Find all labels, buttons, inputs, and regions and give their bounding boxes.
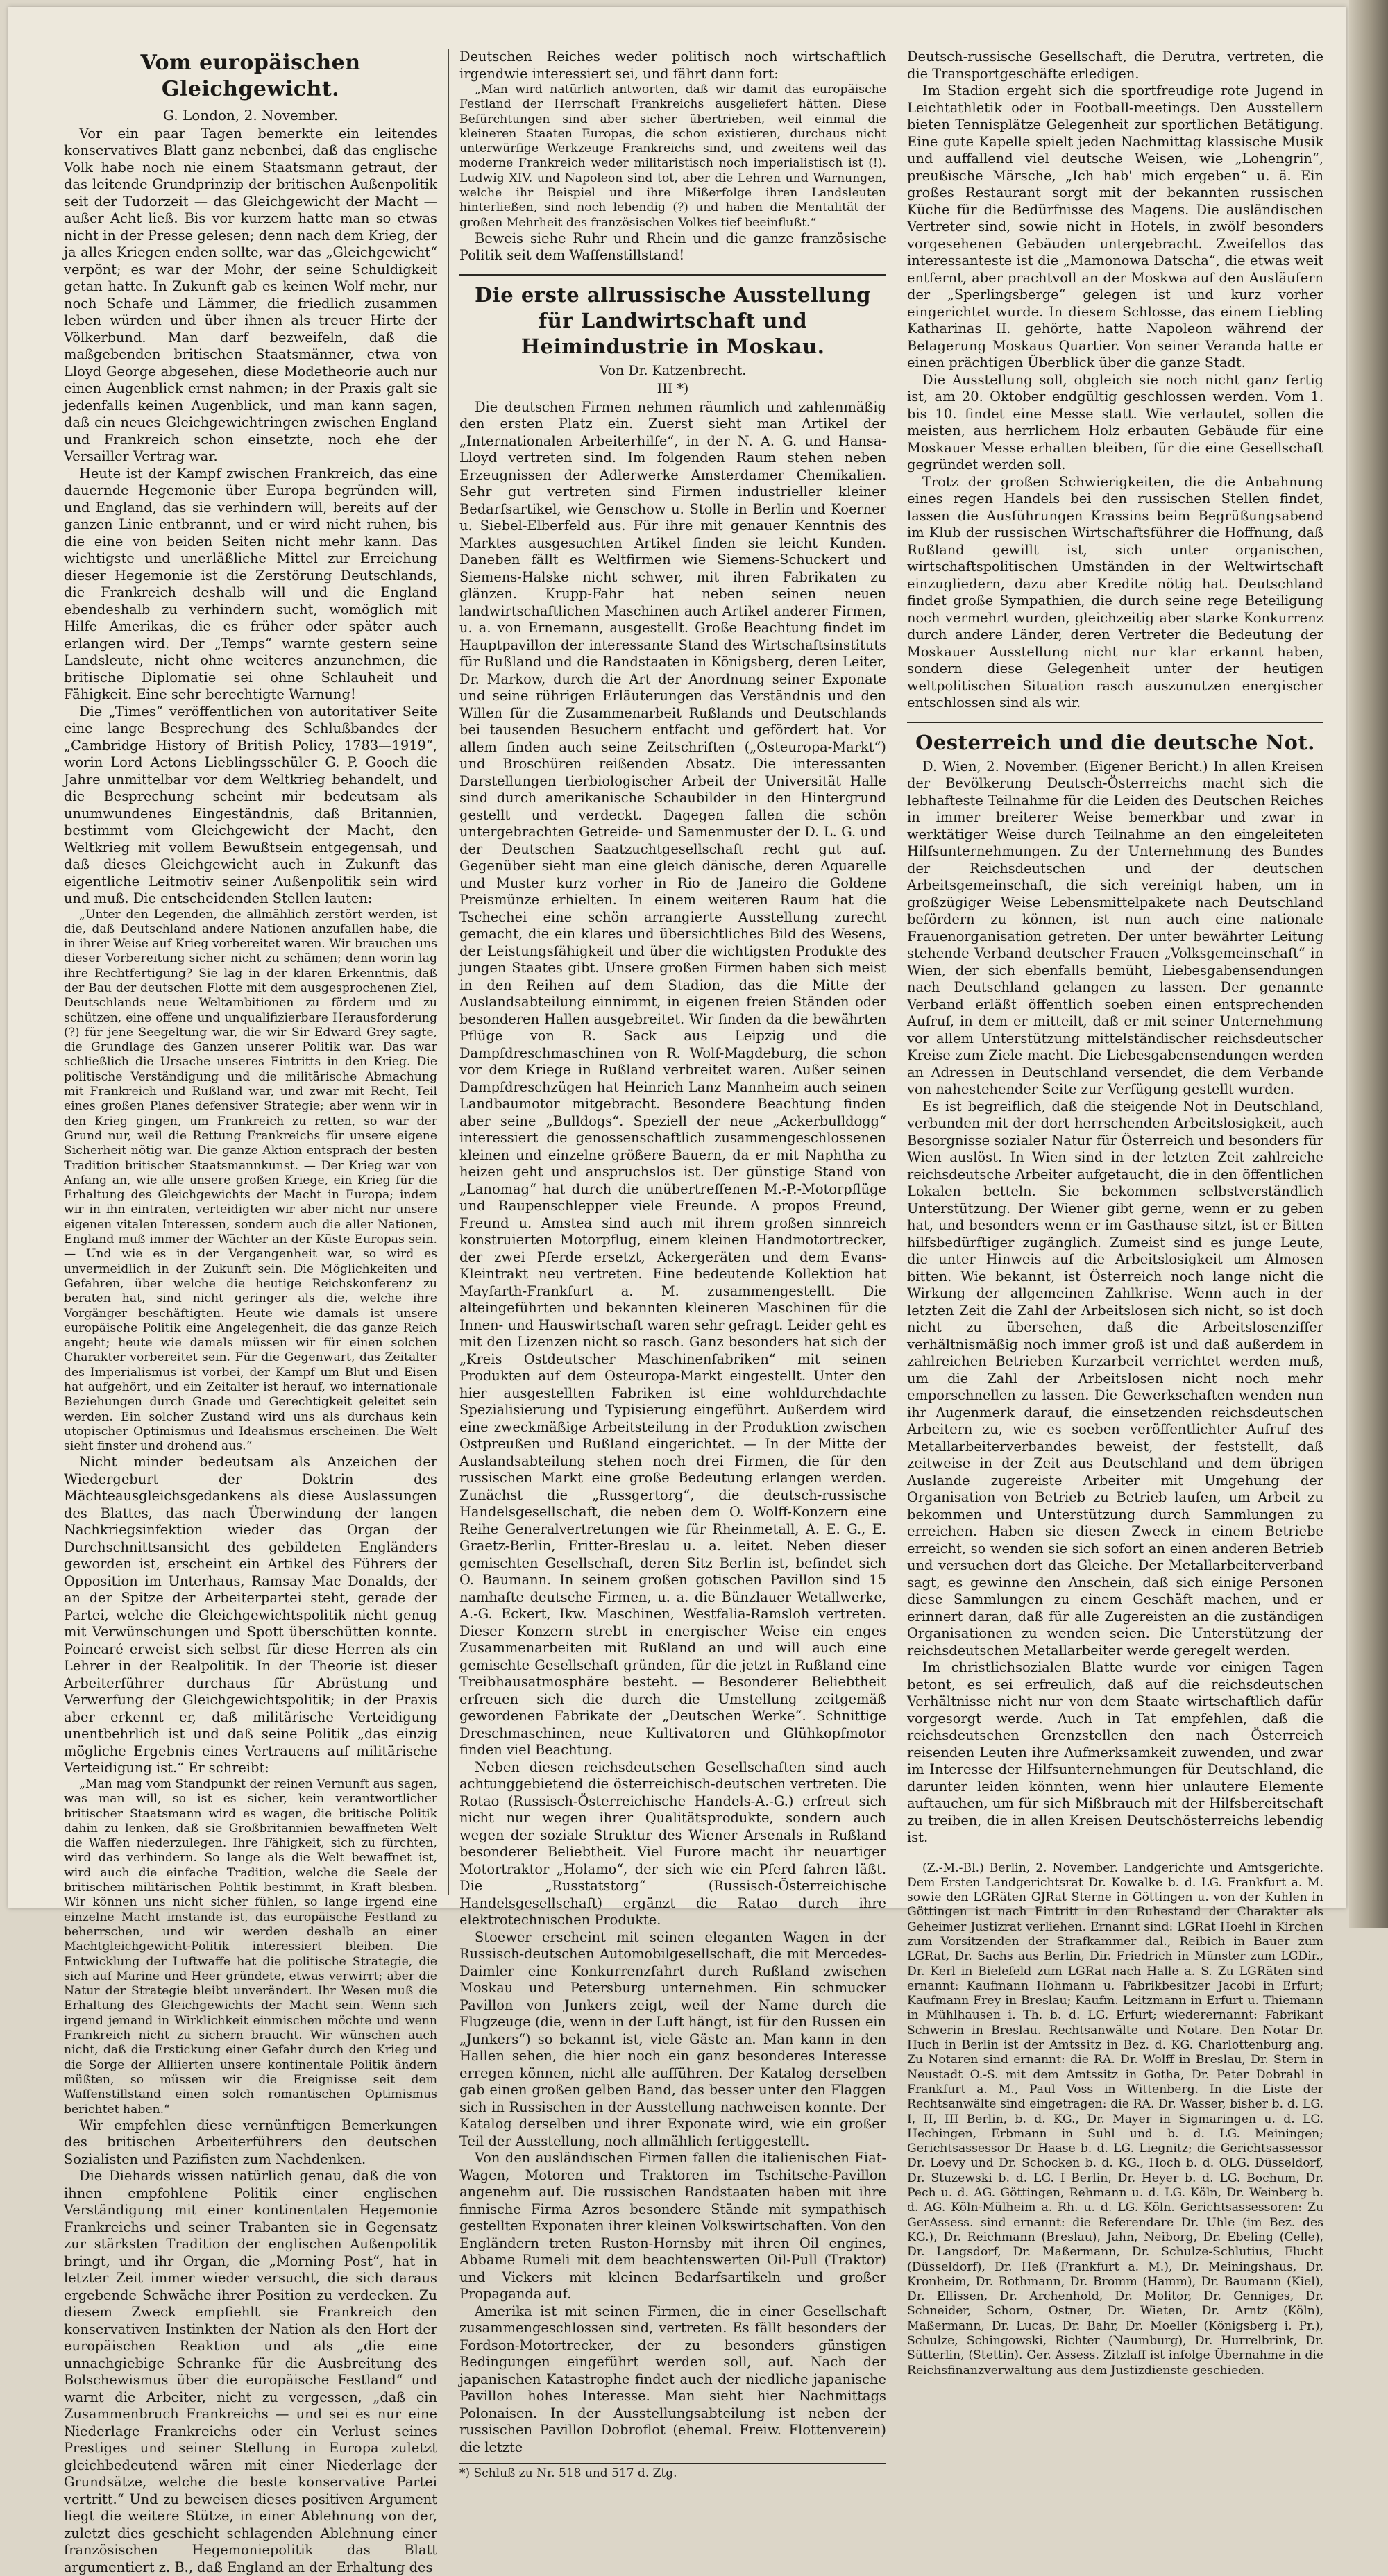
article-paragraph: Von den ausländischen Firmen fallen die italienischen Fiat-Wagen, Motoren und Traktoren im Tschitsche-Pavillon angenehm auf. Die russischen Randstaaten haben mit ihre finnische Firma Azros besondere Stände mit sympathisch gestellten Exponaten ihrer kleinen Volkswirtschaften. Von den Engländern treten Ruston-Hornsby mit ihren Oil engines, Abbame Rumeli mit dem beachtenswerten Oil-Pull (Traktor) und Vickers mit kleinen Bedarfsartikeln und großer Propaganda auf.	[459, 2150, 886, 2303]
article-paragraph: Die deutschen Firmen nehmen räumlich und zahlenmäßig den ersten Platz ein. Zuerst sieht man Artikel der „Internationalen Arbeiterhilfe“, in der N. A. G. und Hansa-Lloyd vertreten sind. Im folgenden Raum stehen neben Erzeugnissen der Adlerwerke Amsterdamer Chemikalien. Sehr gut vertreten sind Firmen industrieller kleiner Bedarfsartikel, wie Genschow u. Stolle in Berlin und Koerner u. Siebel-Elberfeld aus. Für ihre mit genauer Kenntnis des Marktes ausgesuchten Artikel finden sie leicht Kunden. Daneben fällt es Weltfirmen wie Siemens-Schuckert und Siemens-Halske nicht schwer, mit ihren Fabrikaten zu glänzen. Krupp-Fahr hat neben seinen neuen landwirtschaftlichen Maschinen auch Artikel anderer Firmen, u. a. von Ernemann, ausgestellt. Große Beachtung findet im Hauptpavillon der interessante Stand des Wirtschaftsinstituts für Rußland und die Randstaaten in Königsberg, deren Leiter, Dr. Markow, durch die Art der Anordnung seiner Exponate und seine rührigen Erläuterungen das Verständnis und den Willen für die Zusammenarbeit Rußlands und Deutschlands bei tausenden Besuchern entfacht und gefördert hat. Vor allem finden auch seine Zeitschriften („Osteuropa-Markt“) und Broschüren reißenden Absatz. Die interessanten Darstellungen tierbiologischer Arbeit der Universität Halle sind durch amerikanische Schaubilder in den Hintergrund gestellt und verdeckt. Dagegen fallen die schön untergebrachten Getreide- und Samenmuster der D. L. G. und der Deutschen Saatzuchtgesellschaft recht gut auf. Gegenüber sieht man eine gleich dänische, deren Aquarelle und Muster kurz vorher in Rio de Janeiro die Goldene Preismünze erhielten. In einem weiteren Raum hat die Tschechei eine schön arrangierte Ausstellung zurecht gemacht, die ein klares und übersichtliches Bild des Wesens, der Leistungsfähigkeit und über die wichtigsten Produkte des jungen Staates gibt. Unsere großen Firmen haben sich meist in den Reihen auf dem Stadion, das die Mitte der Auslandsabteilung einnimmt, in eigenen freien Ständen oder besonderen Hallen ausgebreitet. Wir finden da die bewährten Pflüge von R. Sack aus Leipzig und die Dampfdreschmaschinen von R. Wolf-Magdeburg, die schon vor dem Kriege in Rußland verbreitet waren. Außer seinen Dampfdreschzügen hat Heinrich Lanz Mannheim auch seinen Landbaumotor mitgebracht. Besondere Beachtung finden aber seine „Bulldogs“. Speziell der neue „Ackerbulldogg“ interessiert die genossenschaftlich zusammengeschlossenen kleinen und einzelne größere Bauern, da er mit Naphtha zu heizen geht und anspruchslos ist. Der günstige Stand von „Lanomag“ hat durch die unübertreffenen M.-P.-Motorpflüge und Raupenschlepper viele Freunde. A propos Freund, Freund u. Amstea sind auch mit ihrem großen sinnreich konstruierten Motorpflug, einem kleinen Handmotortrecker, der zwei Pferde ersetzt, Ackergeräten und dem Evans-Kleintrakt neu vertreten. Eine bedeutende Kollektion hat Mayfarth-Frankfurt a. M. zusammengestellt. Die alteingeführten und bekannten kleineren Maschinen für die Innen- und Hauswirtschaft waren sehr gefragt. Leider geht es mit den Lizenzen nicht so rasch. Ganz besonders hat sich der „Kreis Ostdeutscher Maschinenfabriken“ mit seinen Produkten auf dem Osteuropa-Markt eingestellt. Unter den hier ausgestellten Fabriken ist eine wohldurchdachte Spezialisierung und Typisierung eingeführt. Außerdem wird eine zweckmäßige Arbeitsteilung in der Produktion zwischen Ostpreußen und Rußland eingerichtet. — In der Mitte der Auslandsabteilung stehen noch drei Firmen, die für den russischen Markt eine große Bedeutung erlangen werden. Zunächst die „Russgertorg“, die deutsch-russische Handelsgesellschaft, die neben dem O. Wolff-Konzern eine Reihe Generalvertretungen wie für Rheinmetall, A. E. G., E. Graetz-Berlin, Fritter-Breslau u. a. leitet. Neben dieser gemischten Gesellschaft, deren Sitz Berlin ist, befindet sich O. Baumann. In seinem großen gotischen Pavillon sind 15 namhafte deutsche Firmen, u. a. die Bünzlauer Wetallwerke, A.-G. Eckert, Ikw. Maschinen, Westfalia-Ramsloh vertreten. Dieser Konzern strebt in energischer Weise ein enges Zusammenarbeiten mit Rußland an und will auch eine gemischte Gesellschaft gründen, für die jetzt in Rußland eine Treibhausatmosphäre besteht. — Besonderer Beliebtheit erfreuen sich die durch die Umstellung zeitgemäß gewordenen Fabrikate der „Deutschen Werke“. Schnittige Dreschmaschinen, neue Kultivatoren und Glühkopfmotor finden viel Beachtung.	[459, 398, 886, 1759]
article-paragraph: Wir empfehlen diese vernünftigen Bemerkungen des britischen Arbeiterführers den deutschen Sozialisten und Pazifisten zum Nachdenken.	[64, 2117, 437, 2167]
part-number: III *)	[657, 381, 689, 397]
article-paragraph: Die „Times“ veröffentlichen von autoritativer Seite eine lange Besprechung des Schlußbandes der „Cambridge History of British Policy, 1783—1919“, worin Lord Actons Lieblingsschüler G. P. Gooch die Jahre unmittelbar vor dem Weltkrieg behandelt, und die Besprechung scheint mir bedeutsam als unumwundenes Eingeständnis, daß Britannien, bestimmt vom Gleichgewicht der Macht, den Weltkrieg mit vollem Bewußtsein entgegensah, und daß dieses Gleichgewicht auch in Zukunft das eigentliche Leitmotiv seiner Außenpolitik sein wird und muß. Die entscheidenden Stellen lauten:	[64, 703, 437, 906]
article-paragraph: Es ist begreiflich, daß die steigende Not in Deutschland, verbunden mit der dort herrschenden Arbeitslosigkeit, auch Besorgnisse sozialer Natur für Österreich und besonders für Wien auslöst. In Wien sind in der letzten Zeit zahlreiche reichsdeutsche Arbeiter aufgetaucht, die in den öffentlichen Lokalen betteln. Sie bekommen selbstverständlich Unterstützung. Der Wiener gibt gerne, wenn er zu geben hat, und besonders wenn er im Gasthause sitzt, ist er Bitten hilfsbedürftiger zugänglich. Zumeist sind es junge Leute, die unter Hinweis auf die Arbeitslosigkeit um Almosen bitten. Wie bekannt, ist Österreich noch lange nicht die Wirkung der allgemeinen Zahlkrise. Wenn auch in der letzten Zeit die Zahl der Arbeitslosen sich nicht, so ist doch nicht zu übersehen, daß die Arbeitslosenziffer verhältnismäßig noch immer groß ist und daß außerdem in zahlreichen Betrieben Kurzarbeit verrichtet werden muß, um die Zahl der Arbeitslosen nicht noch mehr emporschnellen zu lassen. Die Gewerkschaften wenden nun ihr Augenmerk darauf, die einsetzenden reichsdeutschen Arbeitern zu, wie es soeben veröffentlichter Aufruf des Metallarbeiterverbandes beweist, der feststellt, daß zeitweise in der Zeit aus Deutschland und dem übrigen Auslande zugereiste Arbeiter mit Umgehung der Organisation von Betrieb zu Betrieb laufen, um Arbeit zu bekommen und Unterstützung durch Sammlungen zu erreichen. Haben sie diesen Zweck in einem Betriebe erreicht, so wenden sie sich sofort an einen anderen Betrieb und versuchen dort das Gleiche. Der Metallarbeiterverband sagt, es gewinne den Anschein, daß sich einige Personen diese Sammlungen zu einem Geschäft machen, und er erinnert daran, daß für alle Zugereisten an die zuständigen Organisationen zu wenden seien. Die Unterstützung der reichsdeutschen Metallarbeiter werde geregelt werden.	[907, 1098, 1323, 1659]
footnote: *) Schluß zu Nr. 518 und 517 d. Ztg.	[459, 2463, 886, 2481]
article-paragraph: Die Ausstellung soll, obgleich sie noch nicht ganz fertig ist, am 20. Oktober endgültig geschlossen werden. Vom 1. bis 10. findet eine Messe statt. Wie verlautet, sollen die meisten, aus herrlichem Holz erbauten Gebäude für eine Moskauer Messe erhalten bleiben, für die eine Gesellschaft gegründet werden soll.	[907, 371, 1323, 473]
article-paragraph: Heute ist der Kampf zwischen Frankreich, das eine dauernde Hegemonie über Europa begründen will, und England, das sie verhindern will, bereits auf der ganzen Linie entbrannt, und er wird nicht ruhen, bis die eine von beiden Seiten nicht mehr kann. Das wichtigste und unerläßliche Mittel zur Erreichung dieser Hegemonie ist die Zerstörung Deutschlands, die Frankreich deshalb will und die England ebendeshalb zu verhindern sucht, womöglich mit Hilfe Amerikas, die es früher oder später auch erlangen wird. Der „Temps“ warnte gestern seine Landsleute, nicht ohne weiteres anzunehmen, die britische Diplomatie sei ohne Schlauheit und Fähigkeit. Eine sehr berechtigte Warnung!	[64, 465, 437, 702]
article-paragraph: Stoewer erscheint mit seinen eleganten Wagen in der Russisch-deutschen Automobilgesellschaft, die mit Mercedes-Daimler eine Konkurrenzfahrt durch Rußland zwischen Moskau und Petersburg unternehmen. Ein schmucker Pavillon von Junkers zeigt, weil der Name durch die Flugzeuge (die, wenn in der Luft hängt, ist für den Russen ein „Junkers“) so bekannt ist, viele Gäste an. Man kann in den Hallen sehen, die hier noch ein ganz besonderes Interesse erregen können, nicht alle aufführen. Der Katalog derselben gab einen großen gelben Band, das besser unter den Flaggen sich in Russischen in der Ausstellung nachweisen konnte. Der Katalog derselben und ihrer Exponate wird, wie ein großer Teil der Ausstellung, noch allmählich fertiggestellt.	[459, 1929, 886, 2149]
article-paragraph: Deutschen Reiches weder politisch noch wirtschaftlich irgendwie interessiert sei, und fährt dann fort:	[459, 49, 886, 82]
page-edge-shadow	[1349, 0, 1388, 1928]
dateline-london: G. London, 2. November.	[162, 107, 339, 124]
article-paragraph: Im christlichsozialen Blatte wurde vor einigen Tagen betont, es sei erfreulich, daß auf die reichsdeutschen Verhältnisse nicht nur von dem Staate wirtschaftlich dafür vorgesorgt werde. Auch in Tat empfehlen, daß die reichsdeutschen Grenzstellen den nach Österreich reisenden Leuten ihre Aufmerksamkeit zuwenden, und zwar im Interesse der Hilfsunternehmungen für Deutschland, die darunter leiden könnten, wenn hier unlautere Elemente auftauchen, um für sich Mißbrauch mit der Hilfsbereitschaft zu treiben, die in allen Kreisen Deutschösterreichs lebendig ist.	[907, 1659, 1323, 1845]
column-1	[64, 49, 437, 2575]
article-paragraph: Deutsch-russische Gesellschaft, die Derutra, vertreten, die die Transportgeschäfte erledigen.	[907, 49, 1323, 82]
article-paragraph: Nicht minder bedeutsam als Anzeichen der Wiedergeburt der Doktrin des Mächteausgleichsgedankens als diese Auslassungen des Blattes, das nach Überwindung der langen Nachkriegsinfektion wieder das Organ der Durchschnittsansicht des gebildeten Engländers geworden ist, erscheint ein Artikel des Führers der Opposition im Unterhaus, Ramsay Mac Donalds, der an der Spitze der Arbeiterpartei steht, gerade der Partei, welche die Gleichgewichtspolitik nicht genug mit Verwünschungen und Spott überschütten konnte. Poincaré erweist sich selbst für diese Herren als ein Lehrer in der Realpolitik. In der Theorie ist dieser Arbeiterführer durchaus für Abrüstung und Verwerfung der Gleichgewichtspolitik; in der Praxis aber erkennt er, daß militärische Verteidigung unentbehrlich ist und daß seine Politik „das einzig mögliche Ergebnis eines Vertrauens auf militärische Verteidigung ist.“ Er schreibt:	[64, 1454, 437, 1777]
article-paragraph: Die Diehards wissen natürlich genau, daß die von ihnen empfohlene Politik einer englischen Verständigung mit einer kontinentalen Hegemonie Frankreichs und seiner Trabanten sie in Gegensatz zur stärksten Tradition der englischen Außenpolitik bringt, und ihr Organ, die „Morning Post“, hat in letzter Zeit immer wieder versucht, die sich daraus ergebende Schwäche ihrer Position zu verdecken. Zu diesem Zweck empfiehlt sie Frankreich den konservativen Instinkten der Nation als den Hort der europäischen Reaktion und als „die eine unnachgiebige Schranke für die Ausbreitung des Bolschewismus über die europäische Festland“ und warnt die Arbeiter, nicht zu vergessen, „daß ein Zusammenbruch Frankreichs — und sei es nur eine Niederlage Frankreichs oder ein Verlust seines Prestiges und seiner Stellung in Europa zuletzt gleichbedeutend wären mit einer Niederlage der Grundsätze, welche die beste konservative Partei vertritt.“ Und zu beweisen dieses positiven Argument liegt die weitere Stütze, in einer Ablehnung von der, zuletzt dies geschieht schlagenden Ablehnung einer französischen Hegemoniepolitik das Blatt argumentiert z. B., daß England an der Erhaltung des	[64, 2168, 437, 2575]
byline: Von Dr. Katzenbrecht.	[599, 362, 747, 378]
column-rule	[448, 49, 449, 1895]
article-paragraph: D. Wien, 2. November. (Eigener Bericht.) In allen Kreisen der Bevölkerung Deutsch-Österreichs macht sich die lebhafteste Teilnahme für die Leiden des Deutschen Reiches in immer breiterer Weise bemerkbar und zwar in werktätiger Weise durch Teilnahme an den eingeleiteten Hilfsunternehmungen. Zu der Unternehmung des Bundes der Reichsdeutschen und der deutschen Arbeitsgemeinschaft, die sich vereinigt haben, um in großzügiger Weise Lebensmittelpakete nach Deutschland befördern zu können, ist nun auch eine nationale Frauenorganisation getreten. Der unter bewährter Leitung stehende Verband deutscher Frauen „Volksgemeinschaft“ in Wien, der sich ebenfalls bemüht, Liebesgabensendungen nach Deutschland gelangen zu lassen. Der genannte Verband erläßt öffentlich soeben einen entsprechenden Aufruf, in dem er mitteilt, daß er mit seiner Unternehmung vor allem Unterstützung mittelständischer reichsdeutscher Kreise zum Ziele macht. Die Liebesgabensendungen werden an Adressen in Deutschland versendet, die dem Verbande von nahestehender Seite zur Verfügung gestellt wurden.	[907, 758, 1323, 1097]
column-3	[907, 49, 1323, 2378]
newspaper-page	[8, 7, 1346, 2575]
article-paragraph: Neben diesen reichsdeutschen Gesellschaften sind auch achtunggebietend die österreichisch-deutschen vertreten. Die Rotao (Russisch-Österreichische Handels-A.-G.) erfreut sich nicht nur wegen ihrer Qualitätsprodukte, sondern auch wegen der soziale Struktur des Wiener Arsenals in Rußland besonderer Beliebtheit. Viel Furore macht ihr neuartiger Motortraktor „Holamo“, der sich wie ein Pferd fahren läßt. Die „Russtatstorg“ (Russisch-Österreichische Handelsgesellschaft) ergänzt die Ratao durch ihre elektrotechnischen Produkte.	[459, 1759, 886, 1929]
quoted-paragraph: „Man wird natürlich antworten, daß wir damit das europäische Festland der Herrschaft Frankreichs ausgeliefert hätten. Diese Befürchtungen sind aber sicher übertrieben, weil einmal die kleineren Staaten Europas, die schon existieren, durchaus nicht unterwürfige Werkzeuge Frankreichs sind, und zweitens weil das moderne Frankreich weder militaristisch noch imperialistisch ist (!). Ludwig XIV. und Napoleon sind tot, aber die Lehren und Warnungen, welche ihr Beispiel und ihre Mißerfolge ihren Landsleuten hinterließen, sind noch lebendig (?) und haben die Mentalität der großen Mehrheit des französischen Volkes tief beeinflußt.“	[459, 83, 886, 230]
quoted-paragraph: „Man mag vom Standpunkt der reinen Vernunft aus sagen, was man will, so ist es sicher, kein verantwortlicher britischer Staatsmann wird es wagen, die britische Politik dahin zu lenken, daß sie Großbritannien bewaffneten Welt die Waffen niederzulegen. Ihre Fähigkeit, sich zu fürchten, wird das verhindern. So lange als die Welt bewaffnet ist, wird auch die einfache Tradition, welche die Seele der britischen militärischen Politik bestimmt, in Kraft bleiben. Wir können uns nicht sicher fühlen, so lange irgend eine einzelne Macht imstande ist, das europäische Festland zu beherrschen, und wir werden deshalb an einer Machtgleichgewicht-Politik interessiert bleiben. Die Entwicklung der Luftwaffe hat die politische Strategie, die sich auf Marine und Heer gründete, etwas verwirrt; aber die Natur der Strategie bleibt unverändert. Ihr Wesen muß die Erhaltung des Gleichgewichts der Macht sein. Wenn sich irgend jemand in Wirklichkeit einmischen möchte und wenn Frankreich nicht zu sichern braucht. Wir wünschen auch nicht, daß die Erstickung einer Gefahr durch den Krieg und die Sorge der Alliierten unsere kontinentale Politik ändern müßten, so müssen wir die Ereignisse seit dem Waffenstillstand einen solch romantischen Optimismus berichtet haben.“	[64, 1777, 437, 2117]
official-notice: (Z.-M.-Bl.) Berlin, 2. November. Landgerichte und Amtsgerichte. Dem Ersten Landgerichtsrat Dr. Kowalke b. d. LG. Frankfurt a. M. sowie den LGRäten GJRat Sterne in Göttingen u. von der Kuhlen in Göttingen ist nach Eintritt in den Ruhestand der Charakter als Geheimer Justizrat verliehen. Ernannt sind: LGRat Hoehl in Kirchen zum Vorsitzenden der Strafkammer dal., Reibich in Bauer zum LGRat, Dr. Sachs aus Berlin, Dir. Friedrich in Münster zum LGDir., Dr. Kerl in Bielefeld zum LGRat nach Halle a. S. Zu LGRäten sind ernannt: Kaufmann Hohmann u. Fabrikbesitzer Jacobi in Erfurt; Kaufmann Frey in Breslau; Kaufm. Leitzmann in Erfurt u. Thiemann in Mühlhausen i. Th. b. d. LG. Erfurt; wiederernannt: Fabrikant Schwerin in Breslau. Rechtsanwälte und Notare. Den Notar Dr. Huch in Berlin ist der Amtssitz in Bez. d. KG. Charlottenburg ang. Zu Notaren sind ernannt: die RA. Dr. Wolff in Breslau, Dr. Stern in Neustadt O.-S. mit dem Amtssitz in Gotha, Dr. Peter Dobrahl in Frankfurt a. M., Paul Voss in Wittenberg. In die Liste der Rechtsanwälte sind eingetragen: die RA. Dr. Wasser, bisher b. d. LG. I, II, III Berlin, b. d. KG., Dr. Mayer in Sigmaringen u. d. LG. Hechingen, Erbmann in Suhl und b. d. LG. Meiningen; Gerichtsassessor Dr. Haase b. d. LG. Liegnitz; die Gerichtsassessor Dr. Loevy und Dr. Schocken b. d. KG., Hoch b. d. OLG. Düsseldorf, Dr. Stuzewski b. d. LG. I Berlin, Dr. Heyer b. d. LG. Bochum, Dr. Pech u. d. AG. Göttingen, Rehmann u. d. LG. Köln, Dr. Weinberg b. d. AG. Köln-Mülheim a. Rh. u. d. LG. Köln. Gerichtsassessoren: Zu GerAssess. sind ernannt: die Referendare Dr. Uhle (im Bez. des KG.), Dr. Reichmann (Breslau), Jahn, Neiborg, Dr. Ebeling (Celle), Dr. Langsdorf, Dr. Maßermann, Dr. Schulze-Schlutius, Flucht (Düsseldorf), Dr. Heß (Frankfurt a. M.), Dr. Meiningshaus, Dr. Kronheim, Dr. Rothmann, Dr. Bromm (Hamm), Dr. Baumann (Kiel), Dr. Ellissen, Dr. Archenhold, Dr. Molitor, Dr. Genniges, Dr. Schneider, Schorn, Ostner, Dr. Wieten, Dr. Arntz (Köln), Maßermann, Dr. Lucas, Dr. Bahr, Dr. Moeller (Königsberg i. Pr.), Schulze, Schingowski, Richter (Naumburg), Dr. Hurrelbrink, Dr. Sütterlin, (Stettin). Ger. Assess. Zitzlaff ist infolge Übernahme in die Reichsfinanzverwaltung aus dem Justizdienste geschieden.	[907, 1861, 1323, 2378]
article-separator	[459, 274, 886, 276]
article-paragraph: Amerika ist mit seinen Firmen, die in einer Gesellschaft zusammengeschlossen sind, vertreten. Es fällt besonders der Fordson-Motortrecker, der zu besonders günstigen Bedingungen eingeführt werden soll, auf. Nach der japanischen Katastrophe findet auch der niedliche japanische Pavillon hohes Interesse. Man sieht hier Nachmittags Polonaisen. In der Ausstellungsabteilung ist neben der russischen Pavillon Dobroflot (ehemal. Freiw. Flottenverein) die letzte	[459, 2303, 886, 2455]
headline-ausstellung: Die erste allrussische Ausstellung für Landwirtschaft und Heimindustrie in Moskau.	[475, 282, 871, 358]
column-2	[459, 49, 886, 2481]
article-paragraph: Trotz der großen Schwierigkeiten, die die Anbahnung eines regen Handels bei den russischen Stellen findet, lassen die Ausführungen Krassins beim Begrüßungsabend im Klub der russischen Wirtschaftsführer die Hoffnung, daß Rußland gewillt ist, sich unter organischen, wirtschaftspolitischen Umständen in der Weltwirtschaft einzugliedern, dazu aber Kredite nötig hat. Deutschland findet große Sympathien, die durch seine rege Beteiligung noch vermehrt wurden, gleichzeitig aber starke Konkurrenz durch andere Länder, deren Vertreter die Bedeutung der Moskauer Ausstellung nicht nur klar erkannt haben, sondern diese Gelegenheit unter der heutigen weltpolitischen Situation rasch auszunutzen energischer entschlossen sind als wir.	[907, 473, 1323, 711]
article-paragraph: Beweis siehe Ruhr und Rhein und die ganze französische Politik seit dem Waffenstillstand!	[459, 230, 886, 264]
article-paragraph: Im Stadion ergeht sich die sportfreudige rote Jugend in Leichtathletik oder in Football-meetings. Den Ausstellern bieten Tennisplätze Gelegenheit zur sportlichen Betätigung. Eine gute Kapelle spielt jeden Nachmittag klassische Musik und auffallend viel deutsche Weisen, wie „Lohengrin“, preußische Märsche, „Ich hab' mich ergeben“ u. ä. Ein großes Restaurant sorgt mit der bekannten russischen Küche für die Bedürfnisse des Magens. Die ausländischen Vertreter sind, sowie nicht in Hotels, in zwölf besonders vorgesehenen Gebäuden untergebracht. Zweifellos das interessanteste ist die „Mamonowa Datscha“, die etwas weit entfernt, aber prachtvoll an der Moskwa auf den Ausläufern der „Sperlingsberge“ gelegen ist und kurz vorher eingerichtet wurde. In diesem Schlosse, das einem Liebling Katharinas II. gehörte, hatte Napoleon während der Belagerung Moskaus Quartier. Von seiner Veranda hatte er einen prächtigen Überblick über die ganze Stadt.	[907, 83, 1323, 371]
article-separator	[907, 722, 1323, 723]
headline-oesterreich: Oesterreich und die deutsche Not.	[915, 730, 1315, 754]
headline-gleichgewicht: Vom europäischen Gleichgewicht.	[140, 51, 361, 101]
article-paragraph: Vor ein paar Tagen bemerkte ein leitendes konservatives Blatt ganz nebenbei, daß das englische Volk habe noch nie einem Staatsmann getraut, der das leitende Grundprinzip der britischen Außenpolitik seit der Tudorzeit — das Gleichgewicht der Macht — außer Acht ließ. Bis vor kurzem hatte man so etwas nicht in der Presse gelesen; denn nach dem Krieg, der ja alles Kriegen enden sollte, war das „Gleichgewicht“ verpönt; es war der Mohr, der seine Schuldigkeit getan hatte. In Zukunft gab es keinen Wolf mehr, nur noch Schafe und Lämmer, die friedlich zusammen leben würden und über ihnen als treuer Hirte der Völkerbund. Man darf bezweifeln, daß die maßgebenden britischen Staatsmänner, etwa von Lloyd George abgesehen, diese Modetheorie auch nur einen Augenblick ernst nahmen; in der Praxis galt sie jedenfalls keinen Augenblick, und man kann sagen, daß ein neues Gleichgewichtringen zwischen England und Frankreich schon einsetzte, noch ehe der Versailler Vertrag war.	[64, 125, 437, 464]
quoted-paragraph: „Unter den Legenden, die allmählich zerstört werden, ist die, daß Deutschland andere Nationen anzufallen habe, die in ihrer Weise auf Krieg vorbereitet waren. Wir brauchen uns dieser Vorbereitung sicher nicht zu schämen; denn worin lag ihre Rechtfertigung? Sie lag in der klaren Erkenntnis, daß der Bau der deutschen Flotte mit dem ausgesprochenen Ziel, Deutschlands neue Weltambitionen zu fördern und zu schützen, eine offene und unqualifizierbare Herausforderung (?) für jene Seegeltung war, die wir Sir Edward Grey sagte, die Grundlage des Ganzen unserer Politik war. Das war schließlich die Ursache unseres Eintritts in den Krieg. Die politische Verständigung und die militärische Abmachung mit Frankreich und Rußland war, und zwar mit Recht, Teil eines großen Planes defensiver Strategie; aber wenn wir in den Krieg gingen, um Frankreich zu retten, so war der Grund nur, weil die Rettung Frankreichs für unsere eigene Sicherheit nötig war. Die ganze Aktion entsprach der besten Tradition britischer Staatsmannkunst. — Der Krieg war von Anfang an, wie alle unsere großen Kriege, ein Krieg für die Erhaltung des Gleichgewichts der Macht in Europa; indem wir in ihn eintraten, verteidigten wir aber nicht nur unsere eigenen vitalen Interessen, sondern auch die aller Nationen, England muß immer der Wächter an der Küste Europas sein. — Und wie es in der Vergangenheit war, so wird es unvermeidlich in der Zukunft sein. Die Möglichkeiten und Gefahren, über welche die heutige Reichskonferenz zu beraten hat, sind nicht geringer als die, welche ihre Vorgänger beschäftigten. Heute wie damals ist unsere europäische Politik eine Angelegenheit, die das ganze Reich angeht; heute wie damals müssen wir für einen solchen Charakter vorbereitet sein. Für die Gegenwart, das Zeitalter des Imperialismus ist vorbei, der Kampf um Blut und Eisen hat aufgehört, und ein Zeitalter ist herauf, wo internationale Beziehungen durch Gnade und Gerechtigkeit geleitet sein werden. Ein solcher Zustand wird uns als durchaus kein utopischer Optimismus und Idealismus erscheinen. Die Welt sieht finster und drohend aus.“	[64, 907, 437, 1454]
